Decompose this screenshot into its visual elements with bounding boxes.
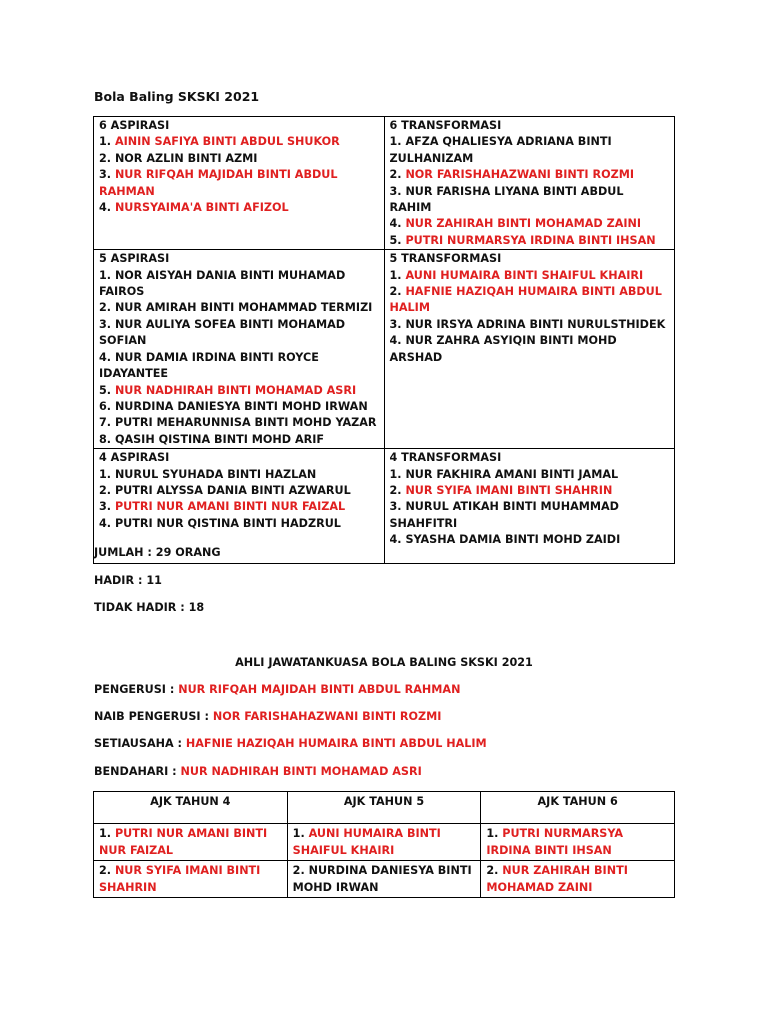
member-number: 4. [389, 533, 406, 547]
member-entry [390, 532, 670, 548]
member-name: NURDINA DANIESYA BINTI MOHD IRWAN [292, 864, 472, 894]
class-cell [94, 117, 385, 250]
member-number: 5. [389, 233, 406, 247]
member-number: 3. [389, 500, 406, 514]
member-entry [99, 516, 379, 532]
member-entry [99, 499, 379, 515]
member-number: 2. [389, 483, 406, 497]
member-number: 1. [99, 827, 115, 840]
member-entry [99, 167, 379, 200]
member-name: PUTRI MEHARUNNISA BINTI MOHD YAZAR [114, 416, 377, 430]
member-name: NUR IRSYA ADRINA BINTI NURULSTHIDEK [405, 317, 666, 331]
member-entry [390, 499, 670, 532]
absent-count: TIDAK HADIR : 18 [94, 601, 205, 614]
member-number: 2. [99, 301, 115, 315]
member-name: AFZA QHALIESYA ADRIANA BINTI ZULHANIZAM [389, 135, 612, 165]
member-name: PUTRI NUR AMANI BINTI NUR FAIZAL [114, 500, 346, 514]
ajk-cell [287, 861, 481, 898]
member-entry [390, 268, 670, 284]
member-number: 4. [99, 201, 115, 215]
member-number: 2. [389, 168, 406, 182]
member-entry [390, 167, 670, 183]
member-name: NUR FARISHA LIYANA BINTI ABDUL RAHIM [389, 184, 624, 215]
ajk-column-header: AJK TAHUN 6 [481, 792, 675, 824]
role-holder: NUR NADHIRAH BINTI MOHAMAD ASRI [180, 765, 422, 778]
role-holder: HAFNIE HAZIQAH HUMAIRA BINTI ABDUL HALIM [185, 737, 487, 750]
class-table-row [94, 250, 675, 449]
committee-role [94, 765, 422, 778]
member-name: NUR ZAHIRAH BINTI MOHAMAD ZAINI [405, 217, 642, 231]
member-number: 2. [292, 864, 309, 877]
member-name: PUTRI ALYSSA DANIA BINTI AZWARUL [114, 483, 351, 497]
ajk-cell [94, 824, 288, 861]
class-header: 5 TRANSFORMASI [389, 252, 502, 266]
member-number: 2. [486, 864, 503, 877]
member-name: NUR RIFQAH MAJIDAH BINTI ABDUL RAHMAN [99, 168, 338, 198]
member-entry [99, 350, 379, 383]
class-cell [384, 250, 675, 449]
member-entry [99, 383, 379, 399]
member-entry [99, 432, 379, 448]
member-entry [99, 151, 379, 167]
member-entry [390, 483, 670, 499]
member-name: HAFNIE HAZIQAH HUMAIRA BINTI ABDUL HALIM [389, 285, 662, 315]
committee-title: AHLI JAWATANKUASA BOLA BALING SKSKI 2021 [235, 656, 533, 669]
member-number: 1. [486, 827, 503, 840]
member-entry [390, 284, 670, 317]
class-header: 6 ASPIRASI [99, 119, 170, 132]
member-entry [390, 317, 670, 333]
class-roster-table [93, 116, 675, 564]
member-entry [99, 300, 379, 316]
role-holder: NUR RIFQAH MAJIDAH BINTI ABDUL RAHMAN [178, 683, 461, 696]
present-count: HADIR : 11 [94, 574, 162, 587]
class-header: 5 ASPIRASI [99, 252, 170, 266]
member-number: 4. [389, 217, 406, 231]
member-name: AININ SAFIYA BINTI ABDUL SHUKOR [114, 135, 340, 149]
ajk-row [94, 861, 675, 898]
ajk-column-header: AJK TAHUN 5 [287, 792, 481, 824]
role-holder: NOR FARISHAHAZWANI BINTI ROZMI [212, 710, 442, 723]
member-number: 8. [99, 432, 115, 446]
ajk-cell [287, 824, 481, 861]
member-name: NUR AULIYA SOFEA BINTI MOHAMAD SOFIAN [99, 317, 346, 348]
member-entry [390, 216, 670, 232]
member-number: 1. [99, 467, 115, 481]
member-name: NOR AISYAH DANIA BINTI MUHAMAD FAIROS [99, 268, 346, 299]
member-name: AUNI HUMAIRA BINTI SHAIFUL KHAIRI [405, 268, 644, 282]
member-name: NUR ZAHRA ASYIQIN BINTI MOHD ARSHAD [389, 334, 617, 364]
member-name: NURDINA DANIESYA BINTI MOHD IRWAN [114, 399, 368, 413]
page-title: Bola Baling SKSKI 2021 [94, 89, 260, 104]
member-number: 1. [389, 135, 406, 149]
member-number: 3. [99, 317, 115, 331]
member-number: 3. [389, 184, 406, 198]
member-number: 4. [389, 334, 406, 348]
member-number: 2. [99, 864, 115, 877]
total-count: JUMLAH : 29 ORANG [94, 546, 221, 559]
committee-role [94, 710, 441, 723]
member-number: 3. [389, 317, 406, 331]
member-entry [99, 467, 379, 483]
ajk-cell [94, 861, 288, 898]
member-number: 2. [389, 285, 406, 299]
member-name: AUNI HUMAIRA BINTI SHAIFUL KHAIRI [292, 827, 441, 857]
ajk-row [94, 824, 675, 861]
member-name: NUR ZAHIRAH BINTI MOHAMAD ZAINI [486, 864, 628, 894]
member-entry [99, 317, 379, 350]
member-number: 4. [99, 350, 115, 364]
class-table-row [94, 117, 675, 250]
member-name: NURUL ATIKAH BINTI MUHAMMAD SHAHFITRI [389, 500, 619, 530]
class-header: 4 TRANSFORMASI [389, 451, 502, 465]
member-entry [390, 467, 670, 483]
member-name: PUTRI NURMARSYA IRDINA BINTI IHSAN [405, 233, 656, 247]
member-entry [99, 134, 379, 150]
role-label: NAIB PENGERUSI : [94, 710, 213, 723]
member-name: NURUL SYUHADA BINTI HAZLAN [114, 467, 317, 481]
class-cell [94, 250, 385, 449]
ajk-table [93, 791, 675, 898]
member-entry [99, 415, 379, 431]
member-entry [390, 333, 670, 366]
member-name: NOR AZLIN BINTI AZMI [114, 151, 258, 165]
member-number: 3. [99, 168, 115, 182]
member-number: 7. [99, 416, 115, 430]
member-entry [99, 399, 379, 415]
role-label: PENGERUSI : [94, 683, 179, 696]
member-name: PUTRI NUR QISTINA BINTI HADZRUL [114, 516, 341, 530]
member-number: 1. [99, 268, 115, 282]
member-entry [390, 134, 670, 167]
member-name: QASIH QISTINA BINTI MOHD ARIF [114, 432, 325, 446]
role-label: BENDAHARI : [94, 765, 181, 778]
member-name: NUR SYIFA IMANI BINTI SHAHRIN [405, 483, 613, 497]
role-label: SETIAUSAHA : [94, 737, 186, 750]
member-number: 6. [99, 399, 115, 413]
member-entry [390, 184, 670, 217]
member-number: 4. [99, 516, 115, 530]
class-cell [384, 117, 675, 250]
class-header: 4 ASPIRASI [99, 451, 170, 465]
member-entry [390, 233, 670, 249]
member-number: 1. [99, 135, 115, 149]
class-cell [384, 449, 675, 564]
committee-role [94, 737, 487, 750]
ajk-column-header: AJK TAHUN 4 [94, 792, 288, 824]
member-number: 1. [389, 268, 406, 282]
member-number: 1. [292, 827, 309, 840]
member-entry [99, 483, 379, 499]
member-name: NUR AMIRAH BINTI MOHAMMAD TERMIZI [114, 301, 373, 315]
committee-role [94, 683, 460, 696]
member-number: 5. [99, 383, 115, 397]
member-name: NUR FAKHIRA AMANI BINTI JAMAL [405, 467, 619, 481]
member-name: NURSYAIMA'A BINTI AFIZOL [114, 201, 289, 215]
ajk-cell [481, 861, 675, 898]
class-header: 6 TRANSFORMASI [389, 119, 502, 132]
member-name: NUR NADHIRAH BINTI MOHAMAD ASRI [114, 383, 357, 397]
member-entry [99, 268, 379, 301]
member-name: PUTRI NUR AMANI BINTI NUR FAIZAL [99, 827, 268, 857]
member-number: 1. [389, 467, 406, 481]
member-name: NUR SYIFA IMANI BINTI SHAHRIN [99, 864, 261, 894]
member-number: 2. [99, 483, 115, 497]
member-name: NOR FARISHAHAZWANI BINTI ROZMI [405, 168, 635, 182]
member-number: 3. [99, 500, 115, 514]
member-number: 2. [99, 151, 115, 165]
member-name: PUTRI NURMARSYA IRDINA BINTI IHSAN [486, 827, 624, 857]
member-name: SYASHA DAMIA BINTI MOHD ZAIDI [405, 533, 621, 547]
member-name: NUR DAMIA IRDINA BINTI ROYCE IDAYANTEE [99, 350, 319, 381]
ajk-cell [481, 824, 675, 861]
member-entry [99, 200, 379, 216]
